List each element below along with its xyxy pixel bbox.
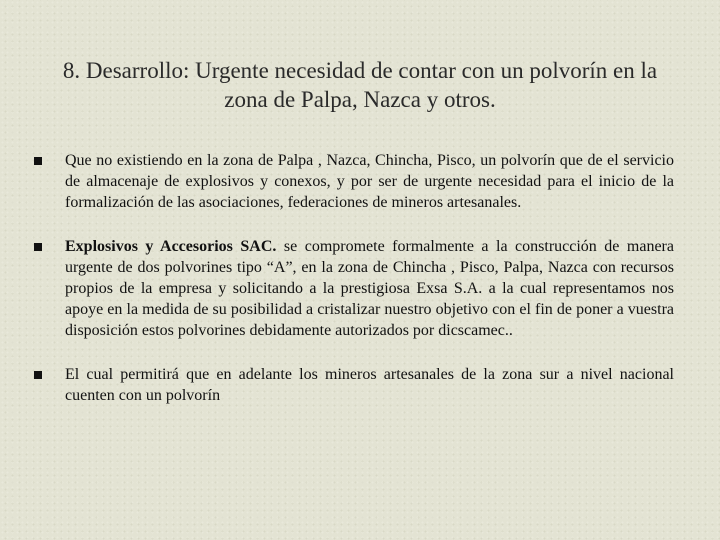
bullet-item-1 <box>34 150 674 214</box>
bullet-text-2: se compromete formalmente a la construcción de manera urgente de dos polvorines tipo “A”, en la zona de Chincha , Pisco, Palpa, Nazca con recursos propios de la empresa y solicitando a la prestigiosa Exsa S.A. a la cual representamos nos apoye en la medida de su posibilidad a cristalizar nuestro objetivo con el fin de poner a vuestra disposición estos polvorines debidamente autorizados por dicscamec.. <box>65 237 674 340</box>
bullet-text-3: El cual permitirá que en adelante los mineros artesanales de la zona sur a nivel nacional cuenten con un polvorín <box>65 365 674 404</box>
square-bullet-icon <box>34 371 42 379</box>
bullet-item-2 <box>34 236 674 342</box>
slide-title: 8. Desarrollo: Urgente necesidad de contar con un polvorín en la zona de Palpa, Nazca y otros. <box>62 58 658 112</box>
bullet-company-name: Explosivos y Accesorios SAC. <box>65 237 277 255</box>
bullet-item-3 <box>34 364 674 406</box>
bullet-list <box>34 150 674 406</box>
bullet-text-1: Que no existiendo en la zona de Palpa , Nazca, Chincha, Pisco, un polvorín que de el servicio de almacenaje de explosivos y conexos, y por ser de urgente necesidad para el inicio de la formalización de las asociaciones, federaciones de mineros artesanales. <box>65 152 674 212</box>
square-bullet-icon <box>34 243 42 251</box>
square-bullet-icon <box>34 157 42 165</box>
